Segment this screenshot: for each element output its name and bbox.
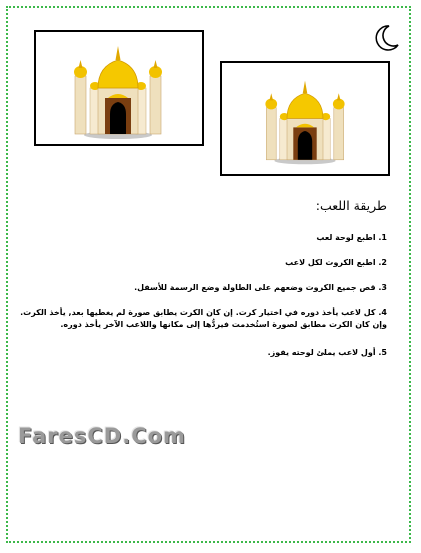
step-number: 4. xyxy=(378,308,387,317)
mosque-card-right xyxy=(220,61,390,176)
step-4 xyxy=(20,307,387,331)
mosque-icon xyxy=(68,42,168,142)
step-2 xyxy=(285,257,387,269)
step-text: قص جميع الكروت وضعهم على الطاولة وضع الرسمة للأسفل. xyxy=(134,283,376,292)
crescent-moon-icon xyxy=(371,23,401,53)
step-text: اطبع الكروت لكل لاعب xyxy=(285,258,376,267)
step-3 xyxy=(134,282,387,294)
step-number: 2. xyxy=(378,258,387,267)
step-4-line-2: وإن كان الكرت مطابق لصورة استُخدمت فيردُّها إلى مكانها واللاعب الآخر يأخذ دوره. xyxy=(60,320,387,329)
step-5 xyxy=(268,347,387,359)
step-4-line-1 xyxy=(20,307,387,319)
step-number: 5. xyxy=(378,348,387,357)
mosque-icon xyxy=(260,77,350,167)
step-number: 1. xyxy=(378,233,387,242)
step-number: 3. xyxy=(378,283,387,292)
mosque-card-left xyxy=(34,30,204,146)
step-text: أول لاعب يملئ لوحته يفوز. xyxy=(267,348,376,357)
step-1 xyxy=(316,232,387,244)
watermark: FaresCD.Com xyxy=(18,424,186,448)
step-text: كل لاعب يأخذ دوره في اختيار كرت. إن كان الكرت يطابق صورة لم يغطيها بعد, يأخذ الكرت. xyxy=(20,308,376,317)
page-title: طريقة اللعب: xyxy=(315,198,387,213)
step-text: اطبع لوحة لعب xyxy=(316,233,376,242)
